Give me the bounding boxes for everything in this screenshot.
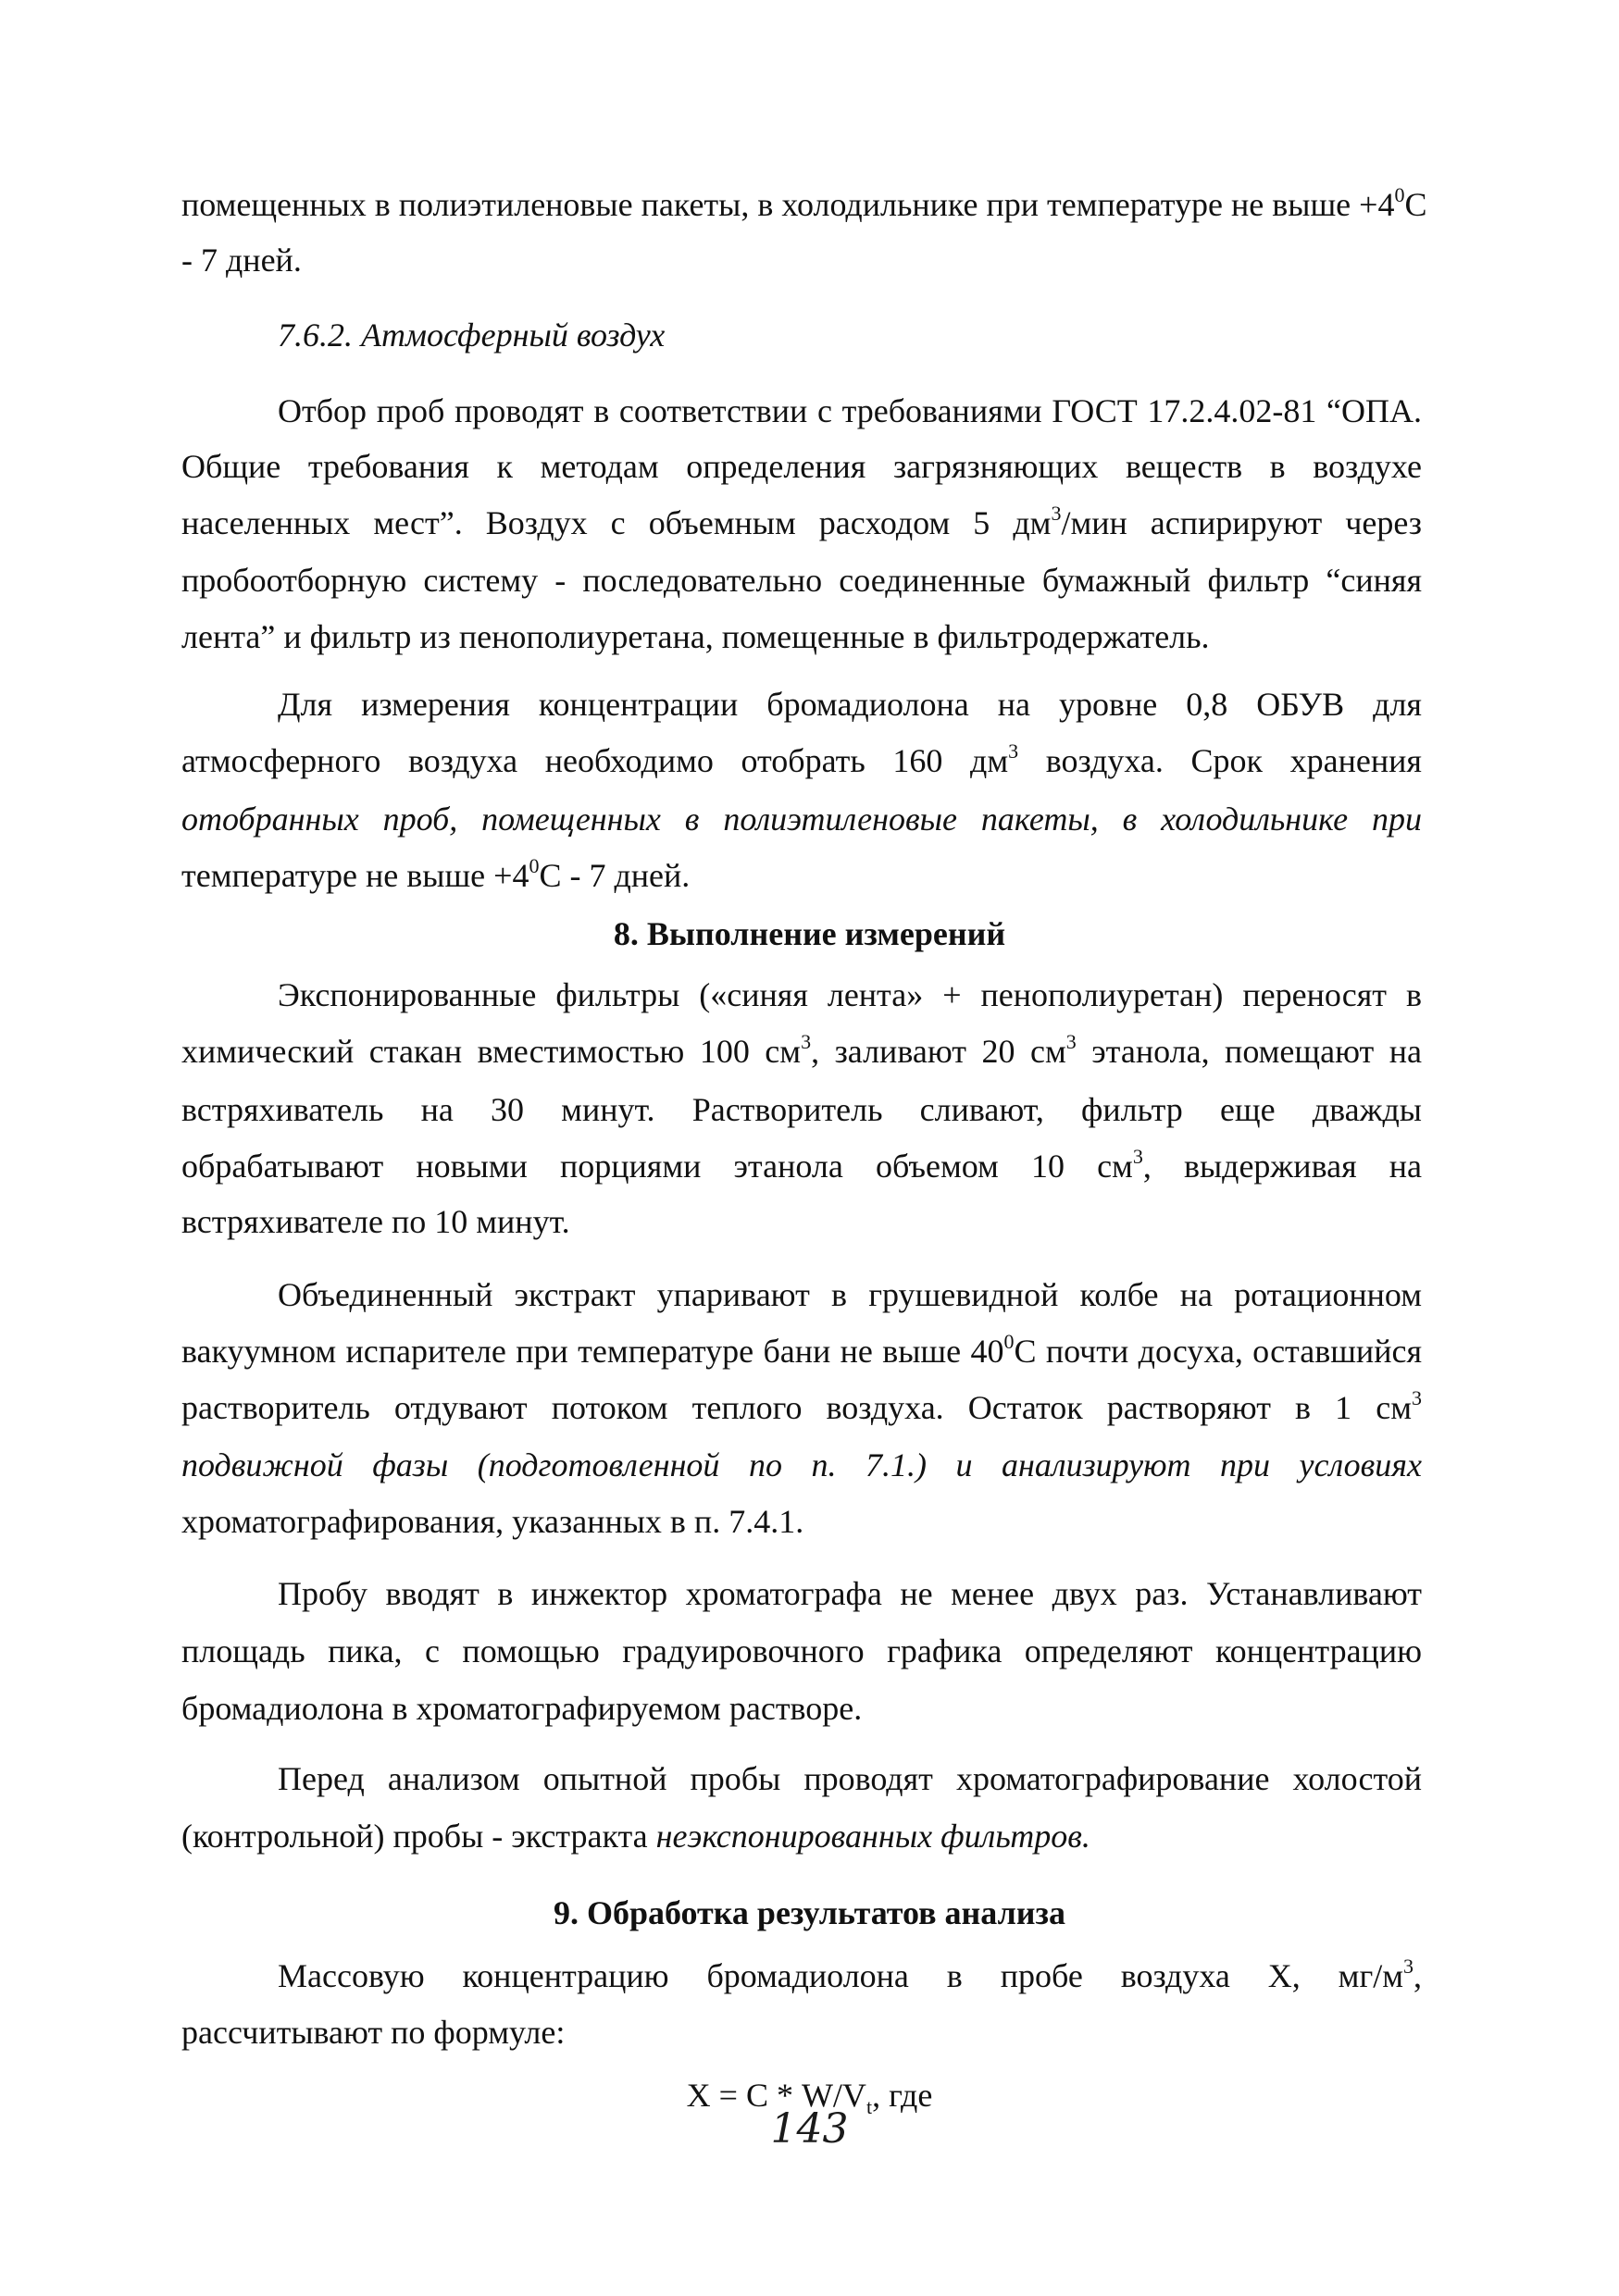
paragraph-line: встряхивателе по 10 минут. (181, 1203, 570, 1240)
formula: $Х = С * W/V_t$, где (686, 2077, 933, 2119)
paragraph-line: обрабатывают новыми порциями этанола объемом 10 $см^3$, выдерживая на (181, 1145, 1422, 1185)
section-heading-9: 9. Обработка результатов анализа (553, 1894, 1066, 1931)
paragraph-line: вакуумном испарителе при температуре бани не выше $40^0С$ почти досуха, оставшийся (181, 1330, 1422, 1370)
section-title-762: 7.6.2. Атмосферный воздух (278, 316, 666, 354)
paragraph-line: пробоотборную систему - последовательно соединенные бумажный фильтр “синяя (181, 562, 1422, 599)
paragraph-line: подвижной фазы (подготовленной по п. 7.1.) и анализируют при условиях (181, 1446, 1422, 1483)
paragraph-line: встряхиватель на 30 минут. Растворитель сливают, фильтр еще дважды (181, 1091, 1422, 1128)
paragraph-line: химический стакан вместимостью 100 $см^3$, заливают 20 $см^3$ этанола, помещают на (181, 1030, 1422, 1070)
paragraph-line: Отбор проб проводят в соответствии с требованиями ГОСТ 17.2.4.02-81 “ОПА. (278, 392, 1422, 429)
paragraph-line: (контрольной) пробы - экстракта неэкспонированных фильтров. (181, 1818, 1090, 1855)
paragraph-line: Массовую концентрацию бромадиолона в пробе воздуха Х, $мг/м^3$, (278, 1955, 1422, 1994)
paragraph-line: Общие требования к методам определения загрязняющих веществ в воздухе (181, 448, 1422, 485)
paragraph-line: Пробу вводят в инжектор хроматографа не менее двух раз. Устанавливают (278, 1575, 1422, 1612)
continuation-line: помещенных в полиэтиленовые пакеты, в холодильнике при температуре не выше $+4^0С$ (181, 183, 1427, 223)
paragraph-line: растворитель отдувают потоком теплого воздуха. Остаток растворяют в 1 $см^3$ (181, 1386, 1422, 1426)
paragraph-line: Перед анализом опытной пробы проводят хроматографирование холостой (278, 1760, 1422, 1797)
paragraph-line: хроматографирования, указанных в п. 7.4.1. (181, 1503, 804, 1540)
continuation-line: - 7 дней. (181, 242, 302, 279)
section-heading-8: 8. Выполнение измерений (613, 915, 1006, 952)
paragraph-line: температуре не выше $+4^0С - 7$ дней. (181, 854, 691, 894)
paragraph-line: Объединенный экстракт упаривают в грушевидной колбе на ротационном (278, 1276, 1422, 1313)
page-number: 143 (770, 2105, 849, 2153)
paragraph-line: Для измерения концентрации бромадиолона на уровне 0,8 ОБУВ для (278, 686, 1422, 723)
paragraph-line: площадь пика, с помощью градуировочного графика определяют концентрацию (181, 1632, 1422, 1669)
paragraph-line: бромадиолона в хроматографируемом растворе. (181, 1690, 863, 1727)
paragraph-line: отобранных проб, помещенных в полиэтиленовые пакеты, в холодильнике при (181, 800, 1422, 838)
paragraph-line: рассчитывают по формуле: (181, 2014, 566, 2051)
paragraph-line: лента” и фильтр из пенополиуретана, помещенные в фильтродержатель. (181, 618, 1210, 655)
paragraph-line: атмосферного воздуха необходимо отобрать 160 $дм^3$ воздуха. Срок хранения (181, 739, 1422, 779)
paragraph-line: Экспонированные фильтры («синяя лента» + пенополиуретан) переносят в (278, 976, 1422, 1013)
paragraph-line: населенных мест”. Воздух с объемным расходом 5 $дм^3$/мин аспирируют через (181, 502, 1423, 541)
